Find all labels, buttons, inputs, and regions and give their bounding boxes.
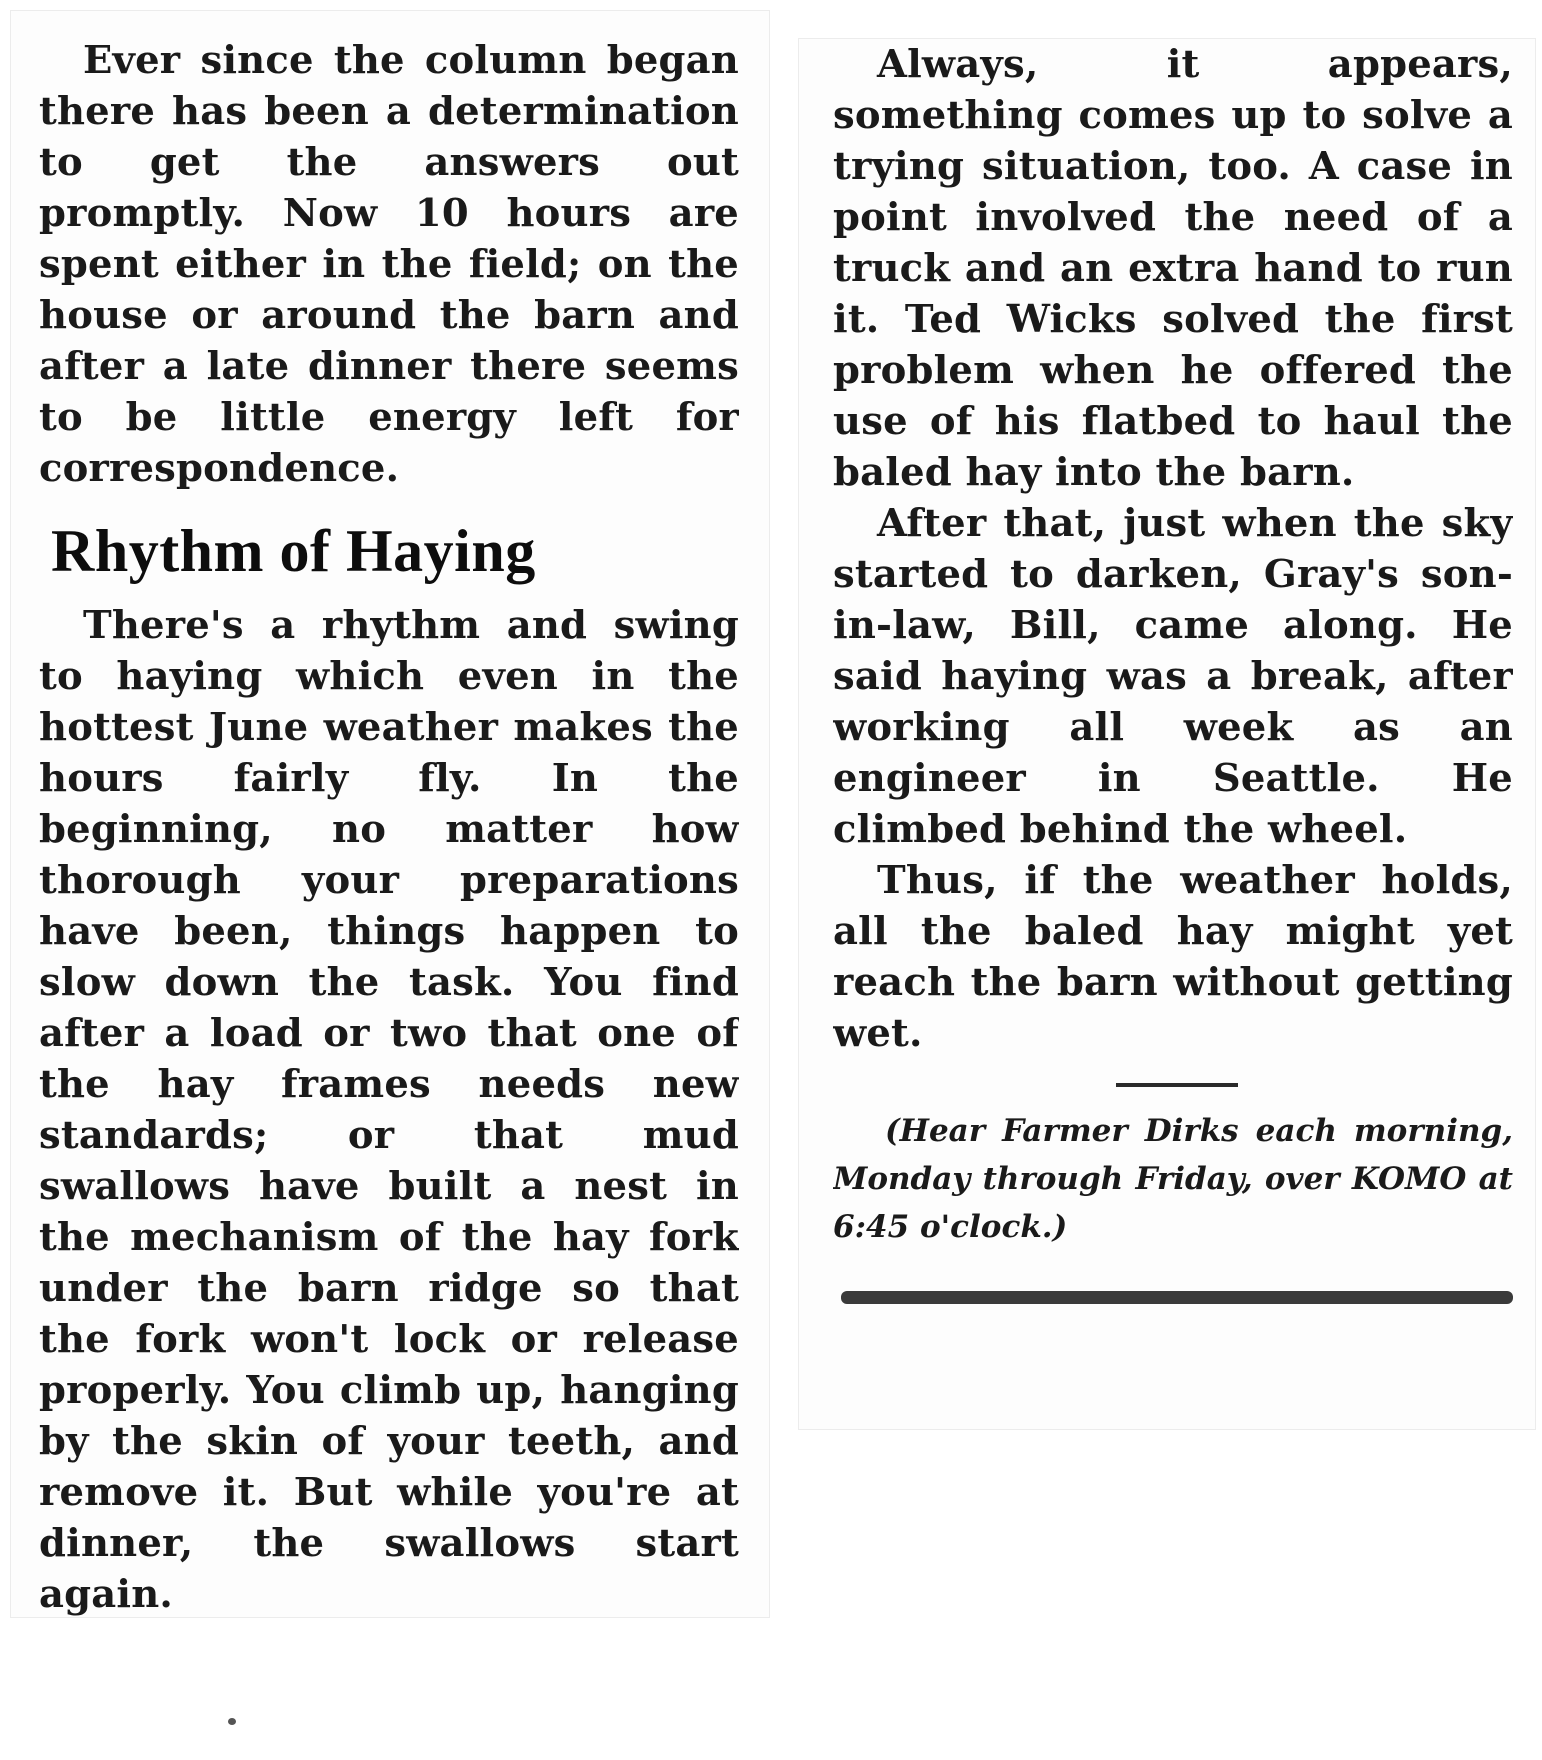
left-clipping	[10, 10, 770, 1618]
solution-paragraph: Always, it appears, something comes up to solve a trying situation, too. A case in point involved the need of a truck and an extra hand to run it. Ted Wicks solved the first problem when he offered the use of his flatbed to haul the baled hay into the barn.	[833, 42, 1513, 495]
thick-divider	[841, 1291, 1513, 1304]
weather-paragraph: Thus, if the weather holds, all the baled hay might yet reach the barn without getting wet.	[833, 858, 1513, 1056]
radio-credit: (Hear Farmer Dirks each morning, Monday through Friday, over KOMO at 6:45 o'clock.)	[833, 1113, 1513, 1245]
right-column	[833, 39, 1513, 1304]
son-in-law-paragraph: After that, just when the sky started to darken, Gray's son-in-law, Bill, came along. He said haying was a break, after working all week as an engineer in Seattle. He climbed behind the wheel.	[833, 501, 1513, 852]
haying-paragraph: There's a rhythm and swing to haying which even in the hottest June weather makes the hours fairly fly. In the beginning, no matter how thorough your preparations have been, things happen to slow down the task. You find after a load or two that one of the hay frames needs new standards; or that mud swallows have built a nest in the mechanism of the hay fork under the barn ridge so that the fork won't lock or release properly. You climb up, hanging by the skin of your teeth, and remove it. But while you're at dinner, the swallows start again.	[39, 603, 739, 1617]
right-clipping	[798, 38, 1536, 1430]
intro-paragraph: Ever since the column began there has been a determination to get the answers out promptly. Now 10 hours are spent either in the field; on the house or around the barn and after a late dinner there seems to be little energy left for correspondence.	[39, 38, 739, 491]
short-divider	[1116, 1083, 1238, 1087]
left-column	[39, 35, 739, 1620]
section-heading: Rhythm of Haying	[51, 518, 536, 584]
scan-speck	[228, 1718, 236, 1725]
